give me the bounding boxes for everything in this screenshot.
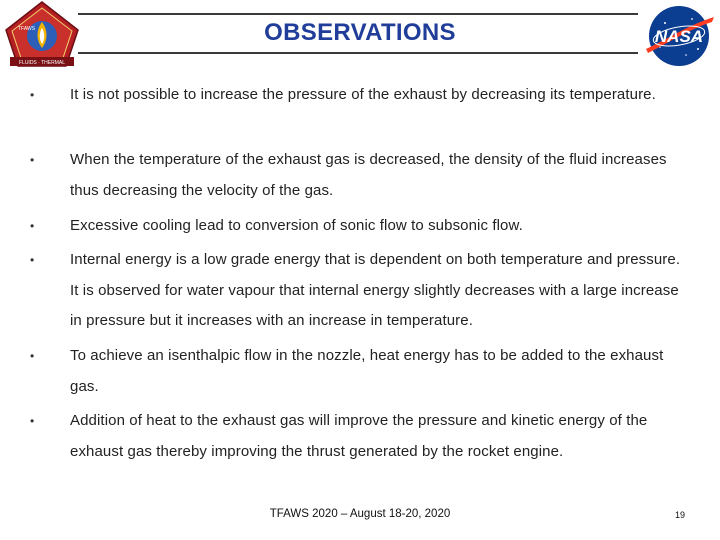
- bullet-text: To achieve an isenthalpic flow in the nozzle, heat energy has to be added to the exhaust gas.: [70, 347, 664, 395]
- bullet-text: It is not possible to increase the pressure of the exhaust by decreasing its temperature.: [70, 86, 656, 103]
- bullet-text: When the temperature of the exhaust gas is decreased, the density of the fluid increases thus decreasing the velocity of the gas.: [70, 151, 667, 199]
- page-number: 19: [674, 510, 685, 520]
- svg-text:FLUIDS · THERMAL: FLUIDS · THERMAL: [18, 60, 66, 66]
- page-title: OBSERVATIONS: [264, 19, 456, 46]
- bullet-marker: •: [30, 153, 35, 167]
- bullet-marker: •: [30, 253, 35, 267]
- bullet-text: Excessive cooling lead to conversion of sonic flow to subsonic flow.: [70, 217, 523, 234]
- bullet-marker: •: [30, 349, 35, 363]
- svg-text:TFAWS: TFAWS: [18, 26, 36, 32]
- bullet-marker: •: [30, 414, 35, 428]
- footer-event: TFAWS 2020 – August 18-20, 2020: [269, 508, 451, 520]
- header-rule-bottom: [78, 52, 638, 54]
- bullet-text: Internal energy is a low grade energy that is dependent on both temperature and pressure. It is observed for water vapour that internal energy slightly decreases with a large increase in pressure but it increases with an increase in temperature.: [70, 251, 681, 329]
- bullet-marker: •: [30, 219, 35, 233]
- header-rule-top: [78, 13, 638, 15]
- bullet-text: Addition of heat to the exhaust gas will improve the pressure and kinetic energy of the exhaust gas thereby improving the thrust generated by the rocket engine.: [70, 412, 648, 460]
- nasa-meatball-logo-icon: [640, 3, 718, 69]
- bullet-marker: •: [30, 88, 35, 102]
- svg-text:NASA: NASA: [654, 27, 704, 46]
